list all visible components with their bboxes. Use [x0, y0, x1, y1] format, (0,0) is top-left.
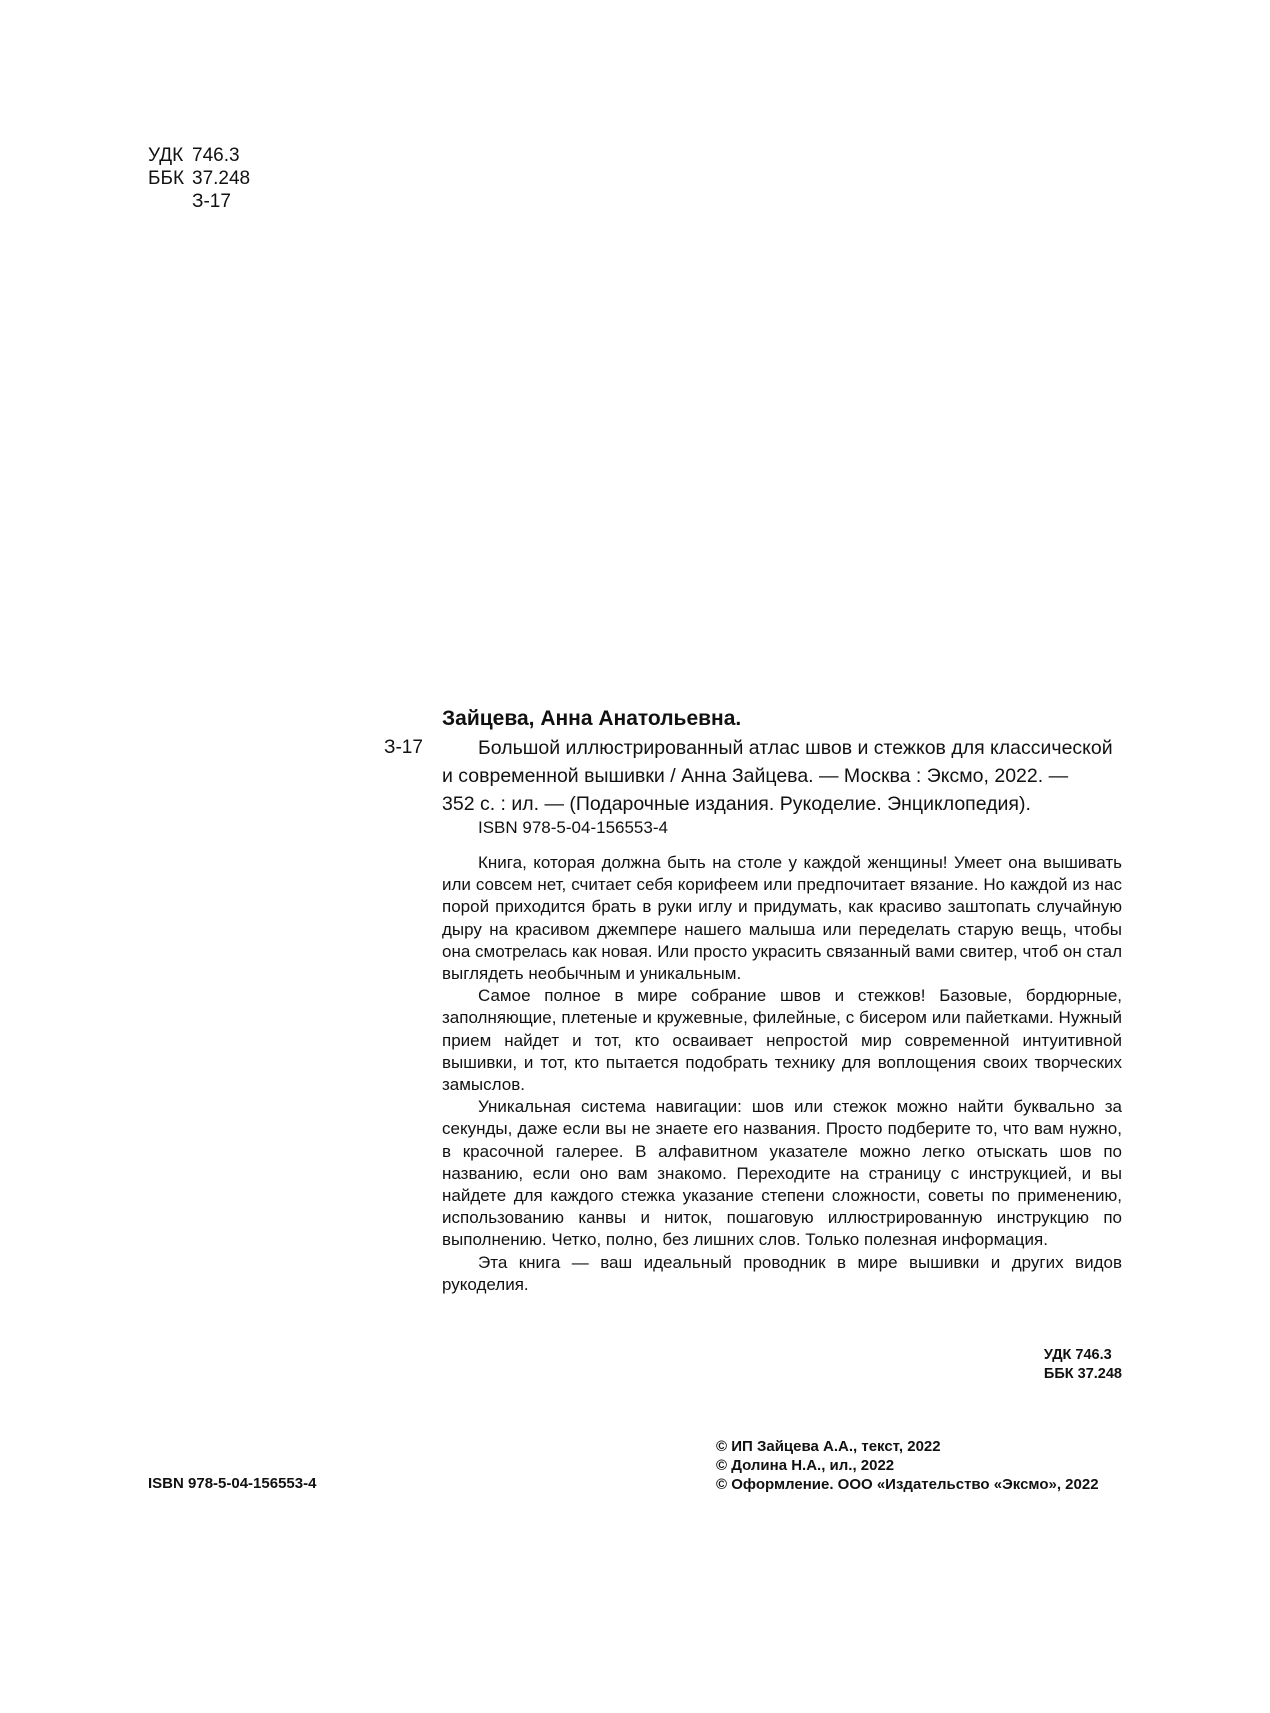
udk-code: УДК 746.3 [1043, 1347, 1112, 1363]
copyright-line: © ИП Зайцева А.А., текст, 2022 [716, 1438, 941, 1455]
annotation-paragraph: Самое полное в мире собрание швов и стежков! Базовые, бордюрные, заполняющие, плетеные и кружевные, филейные, с бисером или пайетками. Нужный прием найдет и тот, кто осваивает непростой мир современной интуитивной вышивки, и тот, кто пытается подобрать технику для воплощения своих творческих замыслов. [442, 986, 1122, 1095]
copyright-line: © Долина Н.А., ил., 2022 [716, 1457, 895, 1474]
author-sign: З-17 [384, 737, 423, 758]
copyright-line: © Оформление. ООО «Издательство «Эксмо», 2022 [716, 1476, 1099, 1493]
classification-codes-top [148, 144, 250, 213]
udk-value: 746.3 [192, 145, 240, 166]
isbn-bottom: ISBN 978-5-04-156553-4 [148, 1475, 317, 1492]
author-heading: Зайцева, Анна Анатольевна. [442, 707, 742, 730]
author-sign-top: З-17 [192, 191, 231, 212]
bbk-code: ББК 37.248 [1043, 1366, 1122, 1382]
bbk-label: ББК [148, 168, 185, 189]
udk-label: УДК [148, 145, 184, 166]
title-line: и современной вышивки / Анна Зайцева. — Москва : Эксмо, 2022. — [442, 765, 1069, 787]
annotation-paragraph: Книга, которая должна быть на столе у каждой женщины! Умеет она вышивать или совсем нет, считает себя корифеем или предпочитает вязание. Но каждой из нас порой приходится брать в руки иглу и придумать, как красиво заштопать случайную дыру на красивом джемпере нашего малыша или переделать старую вещь, чтобы она смотрелась как новая. Или просто украсить связанный вами свитер, чтоб он стал выглядеть необычным и уникальным. [442, 853, 1122, 984]
title-line: 352 с. : ил. — (Подарочные издания. Рукоделие. Энциклопедия). [442, 793, 1031, 815]
annotation-paragraph: Уникальная система навигации: шов или стежок можно найти буквально за секунды, даже если вы не знаете его названия. Просто подберите то, что вам нужно, в красочной галерее. В алфавитном указателе можно легко отыскать шов по названию, если оно вам знакомо. Переходите на страницу с инструкцией, и вы найдете для каждого стежка указание степени сложности, советы по применению, использованию канвы и ниток, пошаговую иллюстрированную инструкцию по выполнению. Четко, полно, без лишних слов. Только полезная информация. [442, 1097, 1122, 1250]
bibliographic-description [442, 734, 1122, 818]
bbk-value: 37.248 [192, 168, 251, 189]
classification-codes-bottom [1044, 1346, 1122, 1384]
annotation [442, 852, 1122, 1296]
annotation-paragraph: Эта книга — ваш идеальный проводник в мире вышивки и других видов рукоделия. [442, 1252, 1122, 1294]
copyright-block [716, 1437, 1099, 1494]
isbn-record: ISBN 978-5-04-156553-4 [478, 818, 668, 837]
title-line: Большой иллюстрированный атлас швов и стежков для классической [478, 737, 1113, 759]
